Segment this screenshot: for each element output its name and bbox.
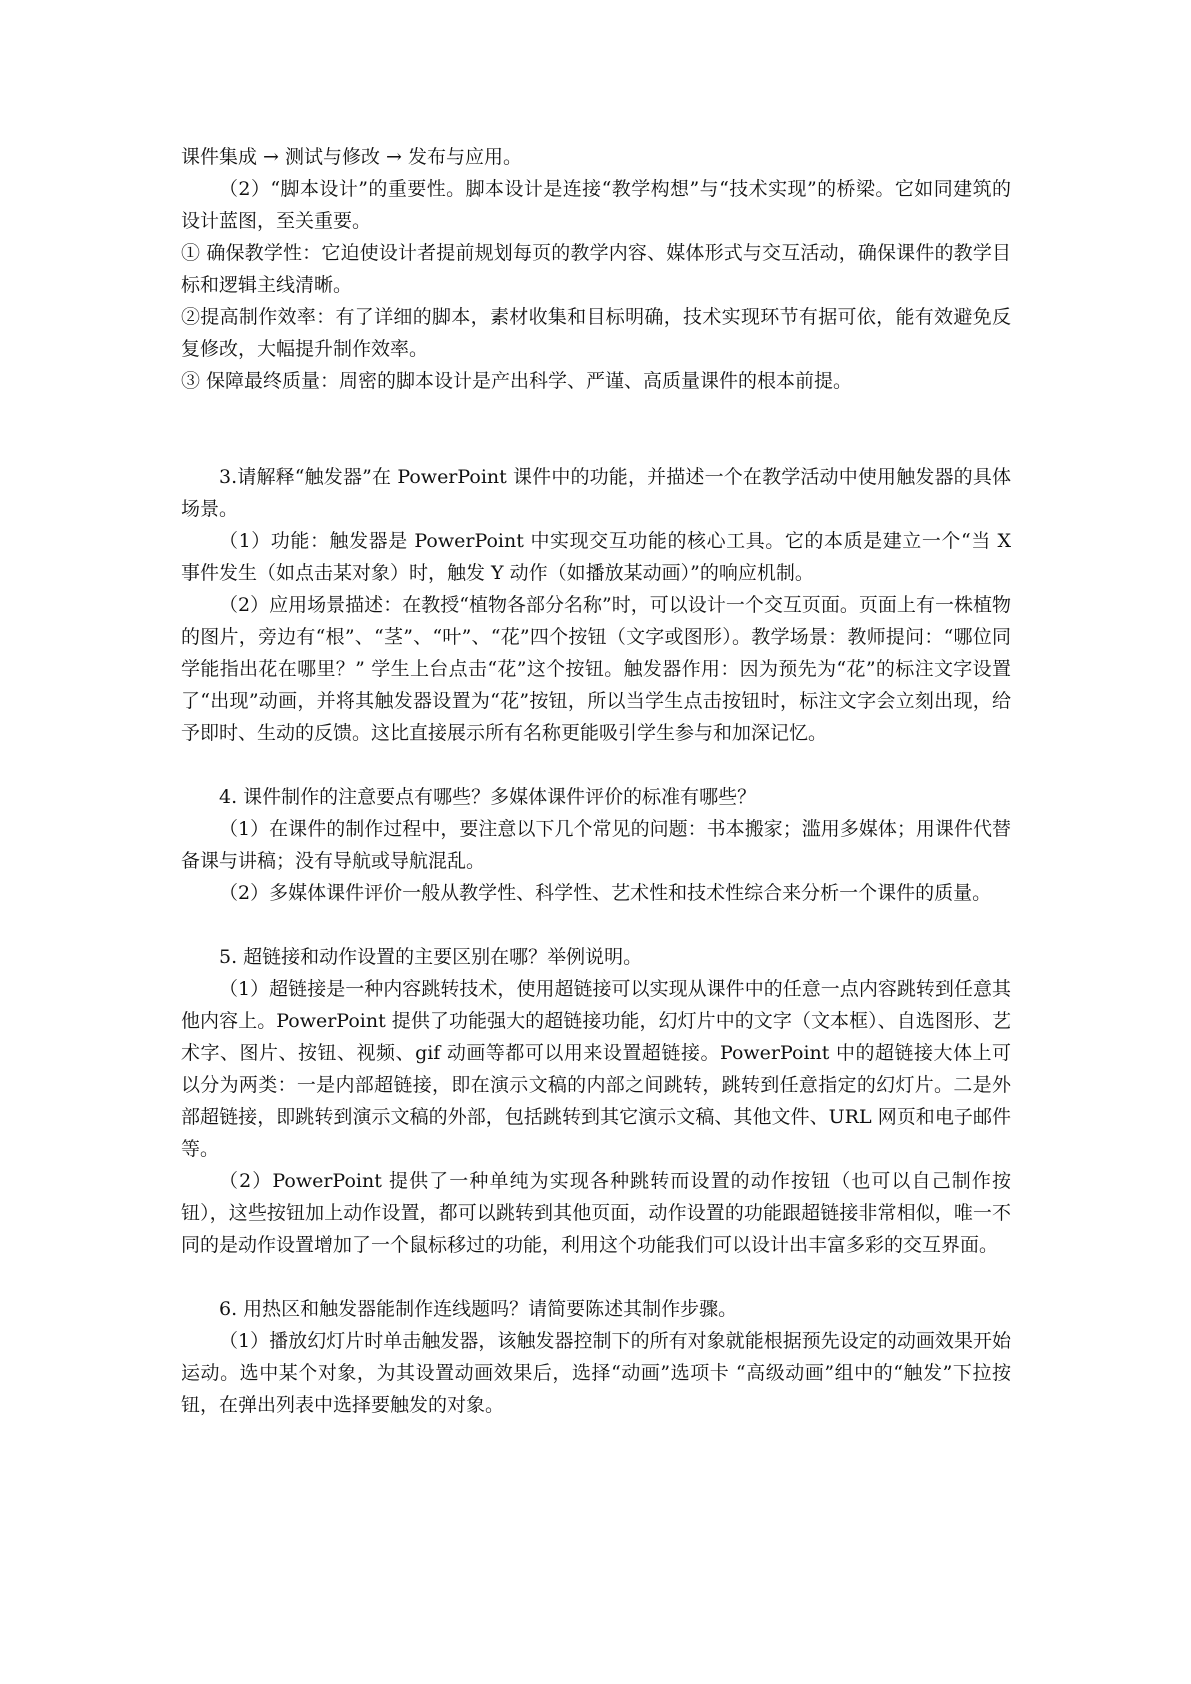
- document-body: [181, 141, 1011, 1421]
- script-point-3: ③ 保障最终质量：周密的脚本设计是产出科学、严谨、高质量课件的根本前提。: [181, 370, 853, 392]
- question-5-answer-1: （1）超链接是一种内容跳转技术，使用超链接可以实现从课件中的任意一点内容跳转到任意其他内容上。PowerPoint 提供了功能强大的超链接功能，幻灯片中的文字（文本框）、自选图形、艺术字、图片、按钮、视频、gif 动画等都可以用来设置超链接。PowerPoint 中的超链接大体上可以分为两类：一是内部超链接，即在演示文稿的内部之间跳转，跳转到任意指定的幻灯片。二是外部超链接，即跳转到演示文稿的外部，包括跳转到其它演示文稿、其他文件、URL 网页和电子邮件等。: [181, 978, 1011, 1160]
- question-4-answer-1: （1）在课件的制作过程中，要注意以下几个常见的问题：书本搬家；滥用多媒体；用课件代替备课与讲稿；没有导航或导航混乱。: [181, 818, 1011, 872]
- script-point-2: ②提高制作效率：有了详细的脚本，素材收集和目标明确，技术实现环节有据可依，能有效避免反复修改，大幅提升制作效率。: [181, 306, 1011, 360]
- script-point-1: ① 确保教学性：它迫使设计者提前规划每页的教学内容、媒体形式与交互活动，确保课件的教学目标和逻辑主线清晰。: [181, 242, 1011, 296]
- question-3-answer-1: （1）功能：触发器是 PowerPoint 中实现交互功能的核心工具。它的本质是建立一个“当 X 事件发生（如点击某对象）时，触发 Y 动作（如播放某动画）”的响应机制。: [181, 530, 1011, 584]
- question-3-answer-2: （2）应用场景描述：在教授“植物各部分名称”时，可以设计一个交互页面。页面上有一株植物的图片，旁边有“根”、“茎”、“叶”、“花”四个按钮（文字或图形）。教学场景：教师提问：“哪位同学能指出花在哪里？” 学生上台点击“花”这个按钮。触发器作用：因为预先为“花”的标注文字设置了“出现”动画，并将其触发器设置为“花”按钮，所以当学生点击按钮时，标注文字会立刻出现，给予即时、生动的反馈。这比直接展示所有名称更能吸引学生参与和加深记忆。: [181, 594, 1011, 744]
- question-4-answer-2: （2）多媒体课件评价一般从教学性、科学性、艺术性和技术性综合来分析一个课件的质量。: [219, 882, 992, 904]
- question-3-title: 3.请解释“触发器”在 PowerPoint 课件中的功能，并描述一个在教学活动中使用触发器的具体场景。: [181, 466, 1011, 520]
- question-6-answer-1: （1）播放幻灯片时单击触发器，该触发器控制下的所有对象就能根据预先设定的动画效果开始运动。选中某个对象，为其设置动画效果后，选择“动画”选项卡 “高级动画”组中的“触发”下拉按钮，在弹出列表中选择要触发的对象。: [181, 1330, 1011, 1416]
- question-4-title: 4. 课件制作的注意要点有哪些？多媒体课件评价的标准有哪些？: [219, 786, 757, 808]
- script-design-intro: （2）“脚本设计”的重要性。脚本设计是连接“教学构想”与“技术实现”的桥梁。它如同建筑的设计蓝图，至关重要。: [181, 178, 1011, 232]
- question-5-title: 5. 超链接和动作设置的主要区别在哪？举例说明。: [219, 946, 643, 968]
- question-6-title: 6. 用热区和触发器能制作连线题吗？请简要陈述其制作步骤。: [219, 1298, 738, 1320]
- question-5-answer-2: （2）PowerPoint 提供了一种单纯为实现各种跳转而设置的动作按钮（也可以自己制作按钮），这些按钮加上动作设置，都可以跳转到其他页面，动作设置的功能跟超链接非常相似，唯一不同的是动作设置增加了一个鼠标移过的功能，利用这个功能我们可以设计出丰富多彩的交互界面。: [181, 1170, 1011, 1256]
- flow-line: 课件集成 → 测试与修改 → 发布与应用。: [181, 146, 522, 168]
